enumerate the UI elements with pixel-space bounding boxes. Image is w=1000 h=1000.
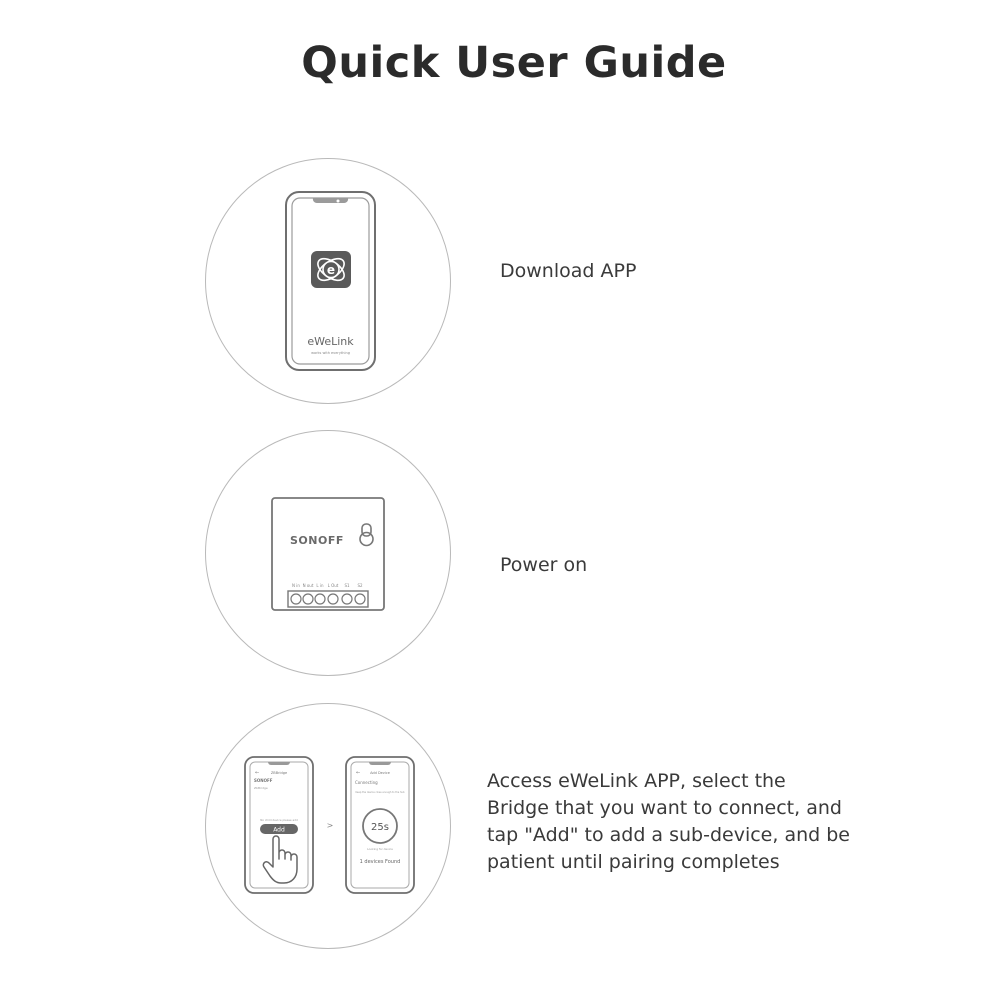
svg-text:Add Device: Add Device [370,771,390,775]
terminal-block [288,591,368,607]
step3-circle [205,703,451,949]
step3-line-2: Bridge that you want to connect, and [487,797,842,819]
step1-circle [205,158,451,404]
svg-text:Connecting: Connecting [355,780,378,785]
svg-text:S2: S2 [357,583,363,588]
timer-text: 25s [371,822,389,833]
svg-text:Keep the device close enough t: Keep the device close enough to the hub [355,791,405,794]
step3-line-3: tap "Add" to add a sub-device, and be [487,824,850,846]
step2-circle [205,430,451,676]
svg-text:e: e [326,263,336,277]
svg-text:N out: N out [302,583,314,588]
pairing-illustration [206,704,452,950]
step2-text: Power on [500,554,588,576]
svg-text:ZbBridge: ZbBridge [254,786,268,790]
next-arrow: > [326,821,334,830]
svg-text:L in: L in [316,583,324,588]
app-name: eWeLink [307,335,354,348]
page-title: Quick User Guide [301,38,727,88]
step3-line-4: patient until pairing completes [487,851,780,873]
svg-text:N in: N in [292,583,300,588]
step3-text [487,768,850,876]
back-arrow-icon: ← [255,770,260,776]
svg-text:L Out: L Out [327,583,339,588]
svg-text:ZBBridge: ZBBridge [270,771,288,775]
ewelink-logo-icon [311,251,351,288]
left-phone [245,757,313,893]
device-illustration [206,431,452,677]
app-tagline: works with everything [311,351,350,355]
brand-logo: SONOFF [290,534,344,547]
svg-text:No child device please add: No child device please add [260,818,298,822]
right-phone [346,757,414,893]
svg-text:S1: S1 [344,583,350,588]
step3-line-1: Access eWeLink APP, select the [487,770,786,792]
devices-found: 1 devices Found [359,859,401,865]
svg-text:SONOFF: SONOFF [254,778,273,783]
phone-illustration [206,159,452,405]
svg-text:←: ← [356,770,361,776]
add-button: Add [273,826,285,834]
svg-text:Looking for device: Looking for device [367,847,393,851]
step1-text: Download APP [500,260,637,282]
